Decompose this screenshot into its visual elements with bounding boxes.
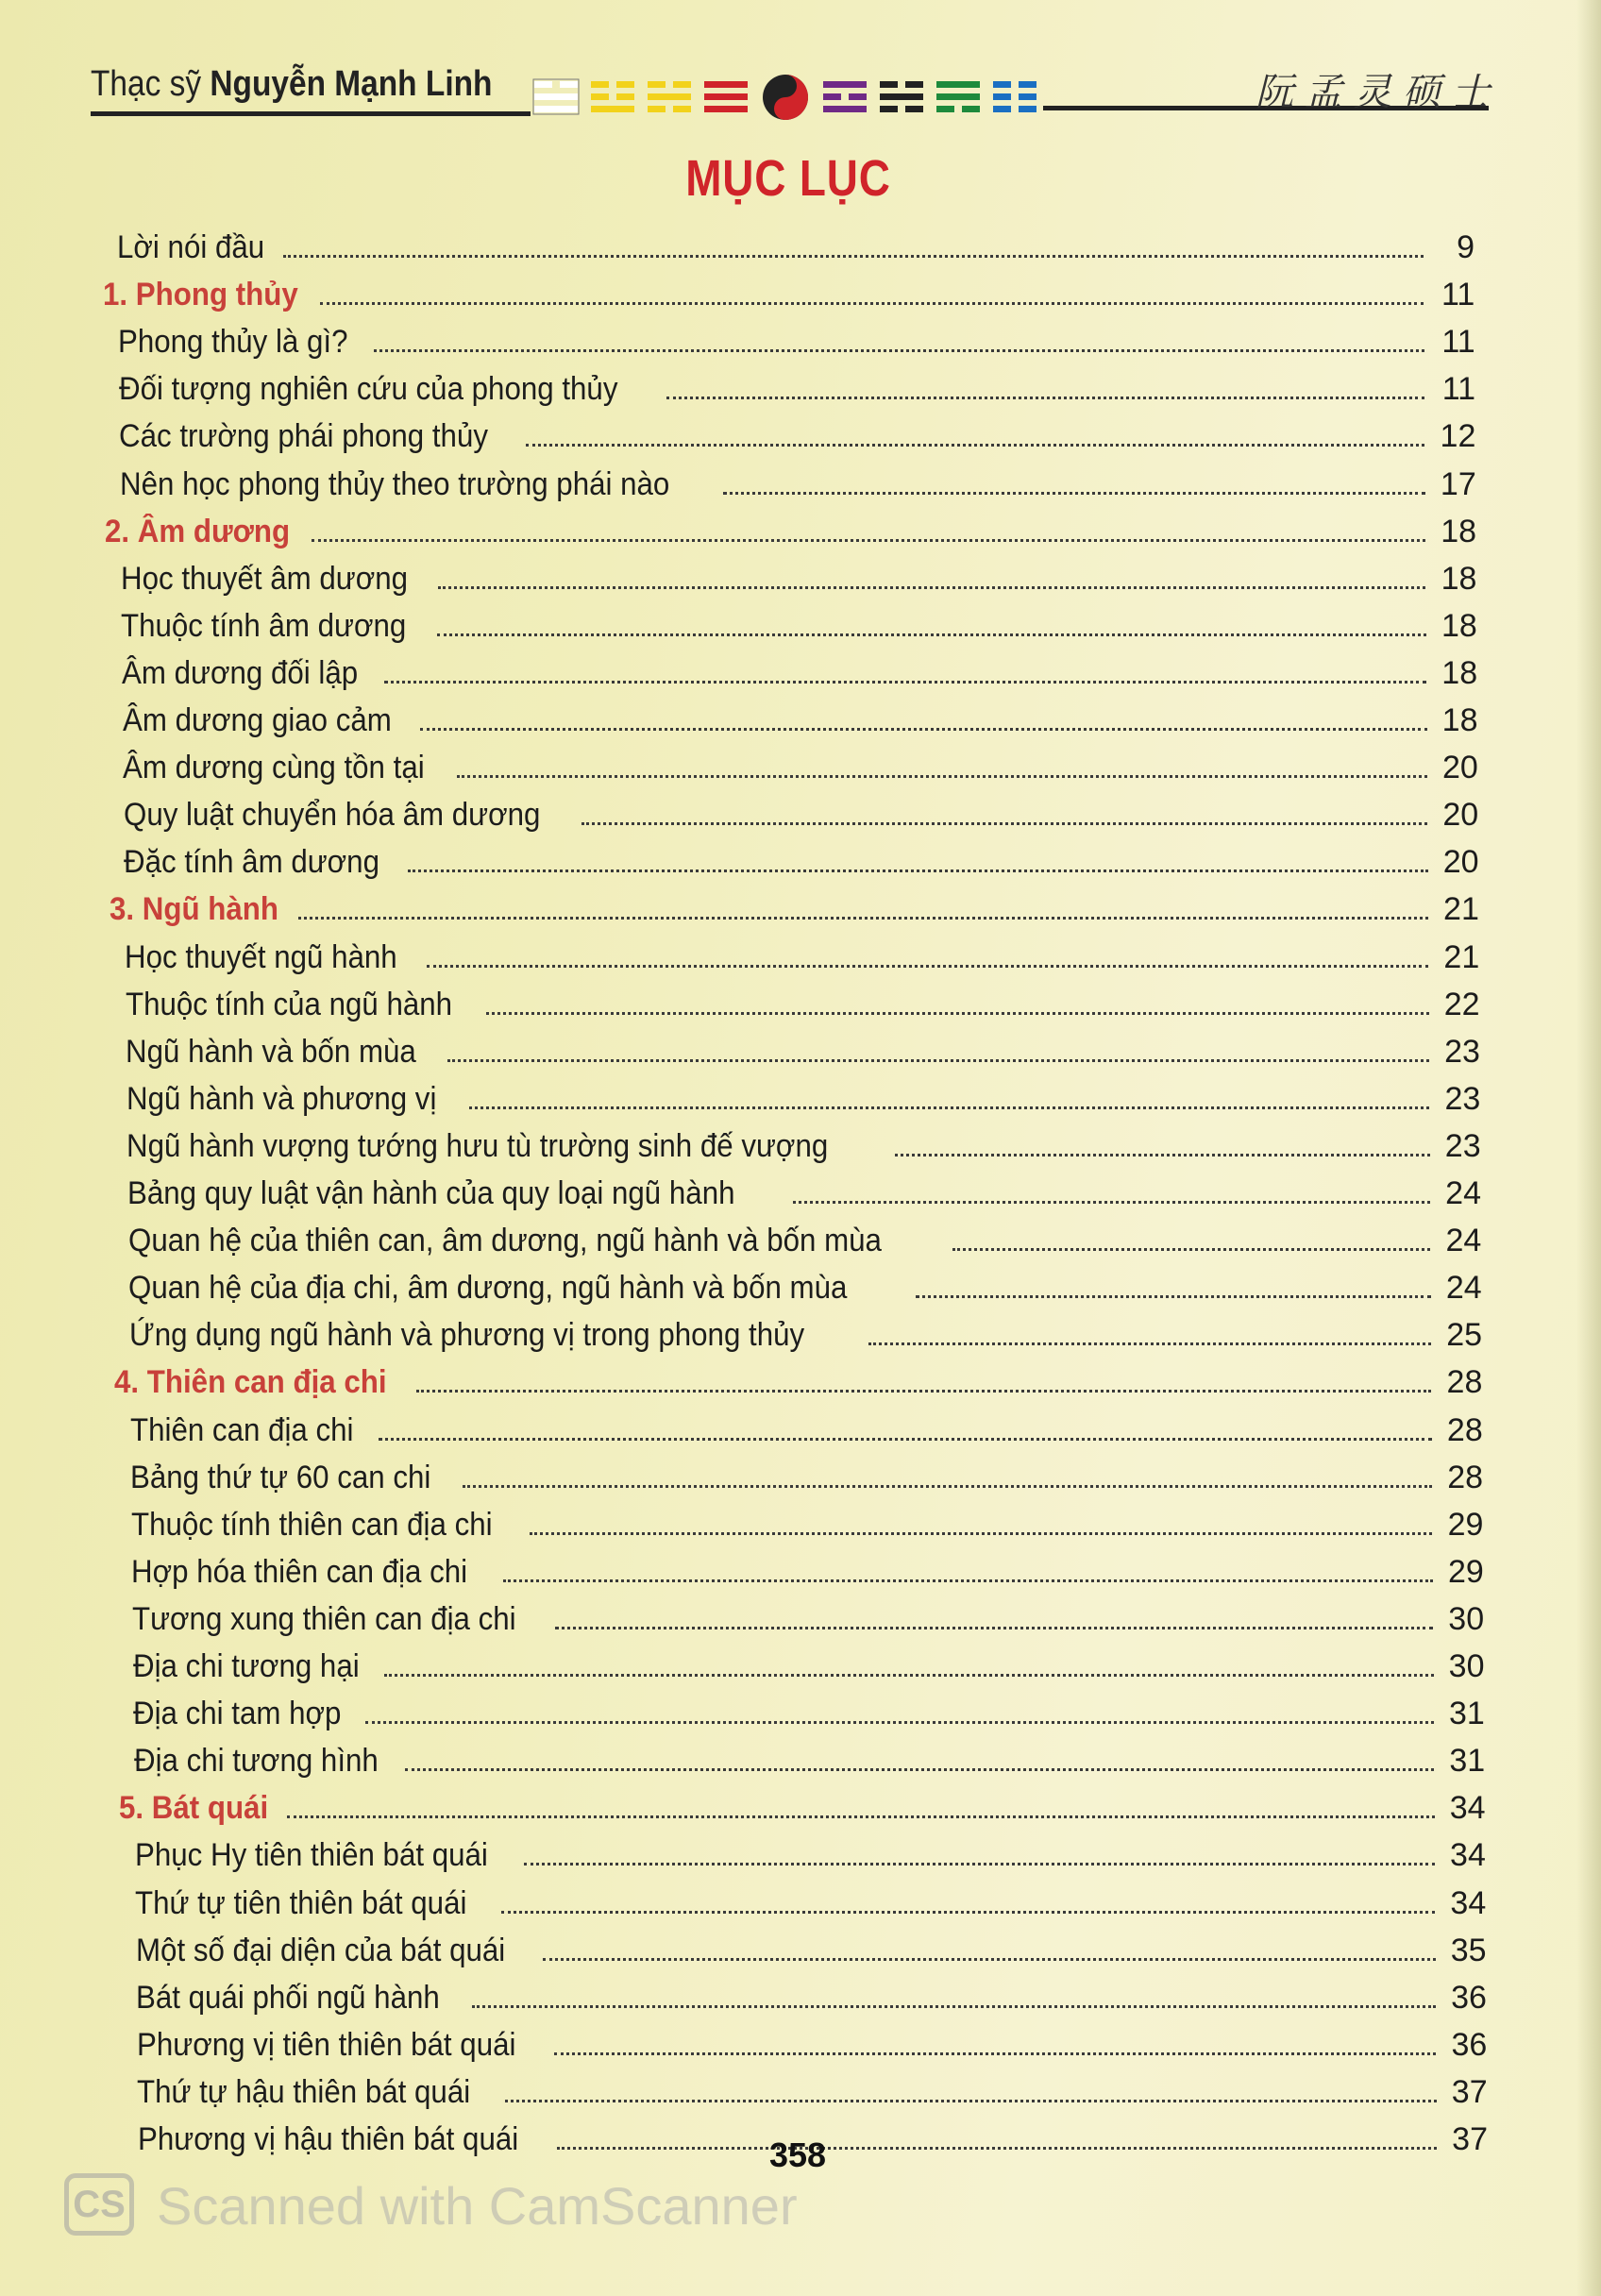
toc-row [119, 412, 1475, 455]
toc-leader-dots [463, 1485, 1432, 1488]
toc-entry-title: Học thuyết ngũ hành [125, 938, 397, 975]
toc-section-title: 5. Bát quái [119, 1790, 269, 1827]
toc-row [128, 1216, 1482, 1259]
toc-page-number: 18 [1441, 607, 1477, 644]
toc-entry-title: Thuộc tính thiên can địa chi [130, 1506, 493, 1543]
toc-row [124, 837, 1478, 881]
toc-entry-title: Bảng thứ tự 60 can chi [130, 1459, 431, 1495]
toc-leader-dots [530, 1532, 1433, 1535]
toc-page-number: 20 [1442, 844, 1479, 881]
toc-entry-title: Thiên can địa chi [129, 1411, 354, 1448]
toc-row [130, 1406, 1483, 1449]
toc-page-number: 18 [1441, 654, 1478, 691]
toc-entry-title: Âm dương giao cảm [122, 702, 392, 738]
toc-leader-dots [581, 822, 1427, 825]
toc-leader-dots [379, 1438, 1432, 1441]
toc-page-number: 36 [1451, 2026, 1488, 2063]
toc-page-number: 28 [1446, 1364, 1483, 1401]
page-number: 358 [769, 2136, 827, 2174]
toc-entry-title: Quy luật chuyển hóa âm dương [123, 797, 541, 834]
toc-row [136, 1973, 1487, 2017]
toc-row [125, 933, 1479, 976]
toc-leader-dots [793, 1201, 1430, 1204]
toc-page-number: 24 [1445, 1175, 1481, 1211]
toc-row [127, 1169, 1481, 1212]
toc-leader-dots [486, 1012, 1429, 1015]
camscanner-watermark: Scanned with CamScanner [157, 2176, 798, 2236]
toc-leader-dots [283, 255, 1424, 258]
toc-page-number: 34 [1450, 1837, 1486, 1874]
toc-leader-dots [469, 1106, 1429, 1109]
toc-section-title: 3. Ngũ hành [109, 891, 278, 928]
toc-leader-dots [427, 965, 1428, 968]
toc-section-row [114, 1358, 1482, 1401]
toc-page-number: 24 [1445, 1223, 1482, 1259]
toc-entry-title: Phục Hy tiên thiên bát quái [134, 1837, 488, 1874]
toc-row [130, 1453, 1483, 1496]
toc-leader-dots [437, 633, 1426, 636]
toc-entry-title: Học thuyết âm dương [120, 560, 408, 597]
toc-page-number: 34 [1449, 1790, 1486, 1827]
toc-page-number: 35 [1450, 1932, 1487, 1968]
toc-page-number: 37 [1451, 2073, 1488, 2110]
toc-leader-dots [447, 1059, 1429, 1062]
toc-entry-title: Ngũ hành và phương vị [126, 1080, 437, 1117]
toc-row [132, 1595, 1484, 1638]
toc-leader-dots [916, 1295, 1431, 1298]
toc-page-number: 31 [1449, 1696, 1485, 1732]
toc-page-number: 11 [1441, 277, 1475, 313]
toc-page-number: 25 [1446, 1317, 1483, 1354]
toc-page-number: 21 [1443, 891, 1479, 928]
toc-row [129, 1310, 1482, 1354]
toc-section-row [103, 270, 1475, 313]
toc-leader-dots [312, 539, 1425, 542]
toc-entry-title: Bảng quy luật vận hành của quy loại ngũ hành [127, 1175, 735, 1211]
toc-entry-title: Đặc tính âm dương [124, 844, 380, 881]
toc-entry-title: Âm dương cùng tồn tại [123, 750, 425, 786]
toc-leader-dots [457, 775, 1427, 778]
camscanner-logo-icon: CS [64, 2173, 134, 2236]
toc-page-number: 28 [1447, 1459, 1484, 1495]
toc-row [126, 1122, 1480, 1165]
toc-page-number: 22 [1443, 986, 1480, 1022]
toc-leader-dots [555, 1627, 1433, 1629]
toc-leader-dots [526, 444, 1424, 447]
toc-leader-dots [895, 1154, 1429, 1156]
toc-page-number: 12 [1440, 418, 1476, 455]
toc-section-title: 1. Phong thủy [102, 277, 298, 313]
toc-page-number: 21 [1443, 938, 1480, 975]
toc-page-number: 11 [1441, 371, 1476, 408]
toc-leader-dots [287, 1815, 1434, 1818]
toc-entry-title: Phương vị hậu thiên bát quái [138, 2121, 519, 2157]
author-name: Nguyễn Mạnh Linh [210, 64, 493, 104]
toc-row [121, 554, 1477, 598]
toc-entry-title: Phương vị tiên thiên bát quái [136, 2026, 516, 2063]
toc-entry-title: Ngũ hành vượng tướng hưu tù trường sinh đế vượng [126, 1127, 829, 1164]
toc-row [126, 980, 1480, 1023]
toc-section-title: 4. Thiên can địa chi [114, 1364, 387, 1401]
toc-page-number: 29 [1447, 1506, 1484, 1543]
toc-page-number: 20 [1442, 797, 1479, 834]
toc-leader-dots [420, 728, 1426, 731]
toc-entry-title: Ứng dụng ngũ hành và phương vị trong phong thủy [128, 1317, 804, 1354]
toc-entry-title: Hợp hóa thiên can địa chi [131, 1553, 468, 1590]
toc-row [128, 1263, 1482, 1307]
toc-entry-title: Địa chi tương hại [132, 1648, 360, 1684]
toc-entry-title: Thứ tự hậu thiên bát quái [137, 2073, 471, 2110]
toc-page-number: 18 [1441, 560, 1477, 597]
toc-entry-title: Đối tượng nghiên cứu của phong thủy [118, 371, 618, 408]
toc-leader-dots [374, 349, 1424, 352]
toc-entry-title: Các trường phái phong thủy [119, 418, 489, 455]
toc-leader-dots [298, 917, 1428, 920]
toc-entry-title: Phong thủy là gì? [118, 324, 348, 361]
toc-page-number: 23 [1444, 1127, 1481, 1164]
toc-row [133, 1689, 1485, 1732]
page-title: MỤC LỤC [685, 150, 891, 207]
toc-leader-dots [868, 1342, 1431, 1345]
toc-leader-dots [543, 1958, 1436, 1961]
toc-entry-title: Quan hệ của thiên can, âm dương, ngũ hành và bốn mùa [127, 1223, 882, 1259]
toc-page-number: 30 [1448, 1600, 1485, 1637]
toc-entry-title: Thuộc tính âm dương [121, 607, 407, 644]
toc-page-number: 9 [1457, 229, 1475, 265]
toc-page-number: 29 [1447, 1553, 1484, 1590]
toc-row [122, 649, 1477, 692]
toc-section-row [119, 1783, 1485, 1827]
toc-row [131, 1500, 1484, 1544]
toc-row [135, 1831, 1486, 1874]
toc-page-number: 18 [1441, 702, 1478, 738]
toc-leader-dots [365, 1721, 1434, 1724]
toc-page-number: 23 [1444, 1033, 1480, 1070]
toc-entry-title: Quan hệ của địa chi, âm dương, ngũ hành và bốn mùa [128, 1270, 848, 1307]
toc-entry-title: Lời nói đầu [117, 229, 265, 265]
toc-page-number: 18 [1441, 513, 1477, 549]
toc-leader-dots [416, 1390, 1432, 1393]
toc-row [134, 1736, 1486, 1780]
toc-leader-dots [554, 2052, 1436, 2055]
chinese-seal-text: 阮孟灵硕士 [1256, 71, 1501, 114]
toc-section-row [105, 507, 1476, 550]
toc-row [120, 460, 1476, 503]
page-edge-shadow [1576, 0, 1601, 2296]
toc-row [133, 1642, 1485, 1685]
toc-row [117, 223, 1475, 266]
toc-leader-dots [723, 492, 1425, 495]
toc-row [136, 1926, 1487, 1969]
author-prefix: Thạc sỹ [91, 64, 211, 104]
toc-entry-title: Thứ tự tiên thiên bát quái [135, 1884, 467, 1921]
toc-entry-title: Tương xung thiên can địa chi [131, 1600, 516, 1637]
toc-row [137, 2068, 1487, 2111]
toc-page-number: 17 [1440, 465, 1476, 502]
toc-leader-dots [384, 681, 1426, 684]
toc-page-number: 24 [1445, 1270, 1482, 1307]
toc-entry-title: Nên học phong thủy theo trường phái nào [119, 465, 670, 502]
toc-row [124, 790, 1479, 834]
toc-leader-dots [952, 1248, 1430, 1251]
toc-row [119, 364, 1475, 408]
toc-leader-dots [405, 1768, 1434, 1771]
toc-entry-title: Địa chi tương hình [133, 1743, 379, 1780]
toc-entry-title: Âm dương đối lập [121, 654, 359, 691]
toc-row [123, 743, 1478, 786]
toc-leader-dots [408, 869, 1428, 872]
toc-entry-title: Địa chi tam hợp [133, 1696, 342, 1732]
toc-leader-dots [438, 586, 1425, 589]
toc-leader-dots [503, 1579, 1433, 1582]
toc-row [126, 1027, 1480, 1071]
toc-entry-title: Ngũ hành và bốn mùa [126, 1033, 417, 1070]
toc-leader-dots [384, 1674, 1433, 1677]
toc-row [121, 601, 1476, 645]
toc-page-number: 36 [1451, 1979, 1487, 2016]
toc-leader-dots [472, 2005, 1436, 2008]
toc-row [126, 1074, 1480, 1118]
toc-leader-dots [320, 302, 1424, 305]
toc-row [131, 1547, 1483, 1591]
toc-entry-title: Thuộc tính của ngũ hành [125, 986, 452, 1022]
toc-section-row [110, 885, 1479, 928]
toc-page-number: 34 [1450, 1884, 1487, 1921]
toc-row [137, 2020, 1487, 2064]
toc-page-number: 20 [1442, 750, 1478, 786]
toc-leader-dots [666, 397, 1424, 399]
toc-entry-title: Một số đại diện của bát quái [135, 1932, 506, 1968]
toc-row [123, 696, 1478, 739]
toc-page-number: 28 [1446, 1411, 1483, 1448]
toc-section-title: 2. Âm dương [105, 513, 291, 549]
toc-row [118, 317, 1475, 361]
toc-page-number: 31 [1449, 1743, 1486, 1780]
toc-leader-dots [501, 1911, 1435, 1914]
toc-row [135, 1879, 1486, 1922]
toc-page-number: 37 [1452, 2121, 1488, 2157]
toc-page-number: 23 [1444, 1080, 1481, 1117]
toc-entry-title: Bát quái phối ngũ hành [136, 1979, 441, 2016]
toc-leader-dots [524, 1863, 1435, 1866]
toc-page-number: 30 [1448, 1648, 1485, 1684]
toc-leader-dots [505, 2100, 1436, 2102]
toc-leader-dots [557, 2147, 1437, 2150]
toc-page-number: 11 [1441, 324, 1475, 361]
